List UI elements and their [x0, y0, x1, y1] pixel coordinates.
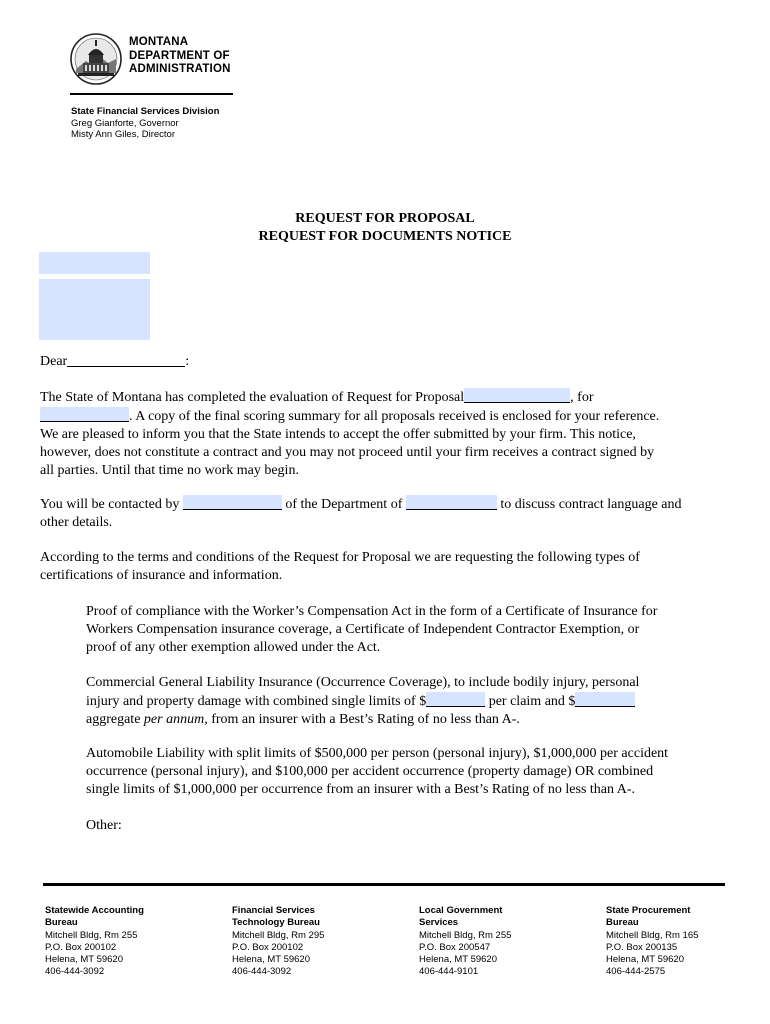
paragraph-line: proof of any other exemption allowed under the Act. [86, 640, 381, 655]
per-claim-limit-field[interactable] [426, 692, 485, 707]
office-phone: 406-444-3092 [45, 966, 105, 978]
agency-name [129, 36, 231, 77]
division-block [71, 106, 219, 141]
text-run: to discuss contract language and [500, 497, 682, 512]
rfp-number-field[interactable] [464, 388, 570, 403]
footer-divider [43, 883, 725, 886]
general-liability-requirement [86, 674, 726, 729]
auto-liability-requirement [86, 745, 726, 799]
aggregate-limit-field[interactable] [575, 692, 635, 707]
title-line-2: REQUEST FOR DOCUMENTS NOTICE [258, 229, 512, 244]
recipient-address-field[interactable] [39, 279, 150, 340]
per-annum-text: per annum [143, 712, 205, 727]
office-name: Services [419, 917, 459, 929]
text-run: aggregate [86, 712, 144, 727]
office-po-box: P.O. Box 200102 [45, 941, 117, 953]
paragraph-line: Proof of compliance with the Worker’s Compensation Act in the form of a Certificate of Insurance for [86, 604, 658, 619]
salutation [40, 352, 740, 371]
text-run: injury and property damage with combined single limits of $ [86, 694, 427, 709]
office-city: Helena, MT 59620 [606, 954, 684, 966]
office-name: Bureau [45, 917, 78, 929]
paragraph-line: other details. [40, 515, 113, 530]
footer-office-local-government [419, 905, 511, 979]
recipient-name-field[interactable] [39, 252, 150, 274]
director-name: Misty Ann Giles, Director [71, 129, 175, 140]
office-phone: 406-444-3092 [232, 966, 292, 978]
office-name: Local Government [419, 905, 503, 916]
office-name: Statewide Accounting [45, 905, 144, 916]
paragraph-line [86, 711, 726, 729]
text-run: of the Department of [285, 497, 403, 512]
division-name: State Financial Services Division [71, 106, 220, 117]
office-city: Helena, MT 59620 [45, 954, 123, 966]
agency-name-line: DEPARTMENT OF [129, 49, 230, 62]
footer-office-financial-services-technology [232, 905, 324, 979]
text-run: per claim and $ [485, 694, 576, 709]
paragraph-line: According to the terms and conditions of the Request for Proposal we are requesting the following types of [40, 550, 640, 565]
footer-office-statewide-accounting [45, 905, 144, 979]
office-phone: 406-444-9101 [419, 966, 479, 978]
text-run: . A copy of the final scoring summary for all proposals received is enclosed for your reference. [129, 409, 660, 424]
office-po-box: P.O. Box 200135 [606, 941, 678, 953]
agency-name-line: ADMINISTRATION [129, 63, 231, 75]
department-field[interactable] [406, 495, 497, 510]
office-po-box: P.O. Box 200102 [232, 941, 304, 953]
salutation-name-blank[interactable] [67, 352, 185, 367]
workers-comp-requirement [86, 603, 726, 657]
paragraph-line: however, does not constitute a contract and you may not proceed until your firm receives a contract signed by [40, 445, 655, 460]
salutation-text: Dear [40, 354, 68, 369]
salutation-colon: : [185, 354, 190, 369]
office-name: Bureau [606, 917, 639, 929]
paragraph-line: all parties. Until that time no work may begin. [40, 463, 299, 478]
footer-office-state-procurement [606, 905, 698, 979]
document-title [0, 210, 770, 246]
paragraph-line [40, 388, 740, 407]
office-name: Financial Services [232, 905, 315, 916]
governor-name: Greg Gianforte, Governor [71, 117, 179, 129]
office-name: State Procurement [606, 905, 691, 916]
paragraph-line: occurrence (personal injury), and $100,000 per accident occurrence (property damage) OR combined [86, 764, 654, 779]
text-run: The State of Montana has completed the evaluation of Request for Proposal [40, 390, 465, 405]
paragraph-line [40, 495, 740, 514]
office-name: Technology Bureau [232, 917, 320, 929]
text-run: You will be contacted by [40, 497, 180, 512]
paragraph-line: Commercial General Liability Insurance (Occurrence Coverage), to include bodily injury, personal [86, 675, 640, 690]
other-requirement-label: Other: [86, 818, 122, 833]
office-building: Mitchell Bldg, Rm 255 [45, 929, 138, 941]
insurance-intro-paragraph [40, 549, 740, 585]
paragraph-line: Workers Compensation insurance coverage, a Certificate of Independent Contractor Exemption, or [86, 622, 640, 637]
paragraph-line [86, 692, 726, 711]
contact-paragraph [40, 495, 740, 532]
office-building: Mitchell Bldg, Rm 165 [606, 929, 699, 941]
header-divider [70, 93, 233, 95]
paragraph-line: certifications of insurance and information. [40, 568, 283, 583]
agency-name-line: MONTANA [129, 36, 189, 48]
text-run: , from an insurer with a Best’s Rating of no less than A-. [204, 712, 520, 727]
office-po-box: P.O. Box 200547 [419, 941, 491, 953]
paragraph-line [40, 407, 740, 426]
contact-person-field[interactable] [183, 495, 282, 510]
rfp-project-field[interactable] [40, 407, 129, 422]
office-city: Helena, MT 59620 [419, 954, 497, 966]
paragraph-line: We are pleased to inform you that the State intends to accept the offer submitted by your firm. This notice, [40, 427, 636, 442]
paragraph-line: Automobile Liability with split limits of $500,000 per person (personal injury), $1,000,000 per accident [86, 746, 669, 761]
office-phone: 406-444-2575 [606, 966, 666, 978]
text-run: , for [570, 390, 594, 405]
office-building: Mitchell Bldg, Rm 295 [232, 929, 325, 941]
office-building: Mitchell Bldg, Rm 255 [419, 929, 512, 941]
title-line-1: REQUEST FOR PROPOSAL [295, 211, 475, 226]
montana-capitol-seal-icon [70, 33, 122, 85]
evaluation-paragraph [40, 388, 740, 480]
paragraph-line: single limits of $1,000,000 per occurrence from an insurer with a Best’s Rating of no less than A-. [86, 782, 636, 797]
office-city: Helena, MT 59620 [232, 954, 310, 966]
